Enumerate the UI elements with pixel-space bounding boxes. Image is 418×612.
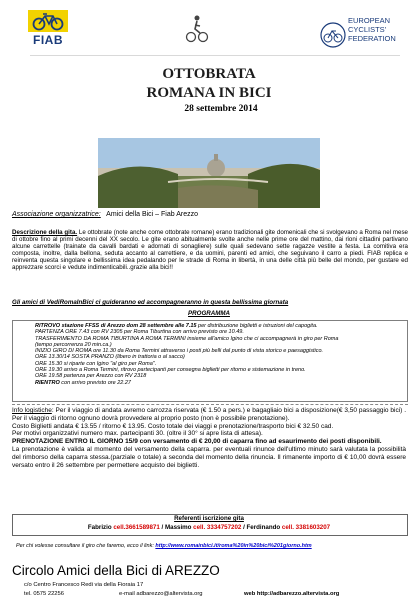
fiab-logo: [28, 10, 68, 46]
refund-line: La prenotazione è valida al momento del versamento della caparra. per eventuali rinunce dell'ultimo minuto sarà valutata la possibilità del rimborso della caparra stessa.(parziale o totale) a seconda del momento della rinuncia. Il rimanente importo di € 10,00 dovrà essere versato entro il 26 settembre per permettere acquisto dei biglietti.: [12, 445, 406, 469]
association: [12, 211, 198, 218]
section-divider: [12, 404, 408, 406]
programma-line: INIZIO GIRO DI ROMA ore 11.30 da Roma Termini attraverso i posti più belli dal punto di vista storico e paesaggistico.: [35, 348, 324, 355]
header-divider: [30, 55, 400, 56]
footer-web[interactable]: web http://adbarezzo.altervista.org: [244, 591, 340, 597]
event-date: 28 settembre 2014: [184, 104, 258, 114]
programma-line: ORE 19.30 arrivo a Roma Termini, ritrovo partecipanti per consegna biglietti per ritorno e sistemazione in treno.: [35, 367, 306, 374]
programma-line: ORE 13.30/14 SOSTA PRANZO (libero in trattoria o al sacco): [35, 354, 185, 361]
page-title-line1: OTTOBRATA: [162, 66, 256, 82]
programma-line: RITROVO stazione FFSS di Arezzo dom 28 settembre alle 7.15 per distribuzione biglietti e istruzioni del capogita.: [35, 323, 318, 329]
description-text: Le ottobrate (note anche come ottobrate romane) erano tradizionali gite domenicali che si svolgevano a Roma nel mese di ottobre fino al primi decenni del XX secolo. Le gite erano abitualmente svolte anche nelle prime ore del mattino, dai rioni cittadini partivano alcune carrettelle (trainate da cavalli bardati e adornati di sonagliere) sulle quali sedevano sette ragazze vestite a festa. La comitiva era composta, inoltre, dalla bellona, seduta accanto al carrettiere, e da uomini, parenti ed amici, che seguivano il carro a piedi. FIAB replica e reinventa questa singolare e bellissima idea pedalando per le strade di Roma in libertà, in una delle città più belle del mondo, per gustare ed apprezzare scorci e vedute indimenticabili..grazie alla bici!!: [12, 229, 408, 272]
max-participants-line: Per motivi organizzativi numero max. partecipanti 30. (oltre il 30° si apre lista di attesa).: [12, 430, 263, 438]
description: [12, 229, 408, 272]
info-logistics: Info logistiche: Per il viaggio di andata avremo carrozza riservata (€ 1.50 a pers.) e bagagliaio bici a disposizione(€ 3,50 passaggio bici) . Per il viaggio di ritorno ognuno dovrà provvedere al proprio posto (non è possibile prenotazione). Costo Biglietti andata € 13.55 / ritorno € 13.95. Costo totale dei viaggi e prenotazione/trasporto bici € 32.50 cad. Per motivi organizzativi numero max. partecipanti 30. (oltre il 30° si apre lista di attesa). PRENOTAZIONE ENTRO IL GIORNO 15/9 con versamento di € 20,00 di caparra fino ad esaurimento dei posti disponibili. La prenotazione è valida al momento del versamento della caparra. per eventuali rinunce dell'ultimo minuto sarà valutata la possibilità del rimborso della caparra stessa.(parziale o totale) a seconda del momento della rinuncia. Il rimanente importo di € 10,00 dovrà essere versato entro il 26 settembre per permettere acquisto dei biglietti.: [12, 407, 406, 469]
programma-line: PARTENZA ORE 7.43 con RV 2305 per Roma Tiburtina con arrivo previsto ore 10.49.: [35, 329, 244, 336]
footer-email[interactable]: e-mail adbarezzo@altervista.org: [119, 591, 203, 597]
fiab-bike-icon: [28, 10, 68, 32]
footer-phone: tel. 0575 22256: [24, 591, 64, 597]
phone-massimo[interactable]: cell. 3334757202: [193, 524, 242, 531]
description-label: Descrizione della gita.: [12, 229, 78, 236]
rome-photo: [98, 138, 320, 208]
logistics-label: Info logistiche: [12, 407, 52, 414]
phone-ferdinando[interactable]: cell. 3381603207: [281, 524, 331, 531]
prenotazione-line: PRENOTAZIONE ENTRO IL GIORNO 15/9 con versamento di € 20,00 di caparra fino ad esaurimento dei posti disponibili.: [12, 438, 382, 446]
programma-line: RIENTRO con arrivo previsto ore 22.27: [35, 379, 131, 386]
association-label: Associazione organizzatrice:: [12, 211, 101, 218]
fiab-logo-text: FIAB: [33, 33, 63, 47]
referents-line: Fabrizio cell.3661589871 / Massimo cell. 3334757202 / Ferdinando cell. 3381603207: [87, 524, 331, 531]
programma-line: ORE 19.58 partenza per Arezzo con RV 2318: [35, 373, 147, 380]
tour-link[interactable]: http://www.romainbici.it/roma%20in%20bici%201giorno.htm: [155, 543, 312, 549]
ecf-text: EUROPEAN CYCLISTS' FEDERATION: [348, 16, 396, 43]
footer-address: c/o Centro Francesco Redi via della Fioraia 17: [24, 582, 144, 588]
footer-title: Circolo Amici della Bici di AREZZO: [12, 563, 220, 578]
association-value: Amici della Bici – Fiab Arezzo: [106, 211, 198, 218]
ecf-emblem-icon: [318, 20, 348, 50]
programma-line: ORE 15.30 si riparte con Igino "al giro per Roma".: [35, 360, 157, 367]
page-title-line2: ROMANA IN BICI: [146, 85, 272, 101]
cost-line: Costo Biglietti andata € 13.55 / ritorno € 13.95. Costo totale dei viaggi e prenotazione/trasporto bici € 32.50 cad.: [12, 422, 334, 430]
programma-list: [35, 323, 405, 386]
phone-fabrizio[interactable]: cell.3661589871: [113, 524, 160, 531]
programma-line: (tempo percorrenza 20 min.ca.): [35, 341, 112, 348]
referents-title: Referenti iscrizione gita: [174, 515, 244, 522]
programma-title: PROGRAMMA: [188, 310, 230, 317]
cyclist-icon: [184, 14, 210, 44]
description-closing: Gli amici di VediRomaInBici ci guideranno ed accompagneranno in questa bellissima giornata: [12, 299, 289, 306]
programma-line: TRASFERIMENTO DA ROMA TIBURTINA A ROMA TERMINI insieme all'amico Igino che ci accompagnerà in giro per Roma: [35, 335, 339, 342]
ecf-logo: [318, 16, 410, 56]
web-note: Per chi volesse consultare il giro che faremo, ecco il link: http://www.romainbici.it/roma%20in%20bici%201giorno.htm: [16, 543, 312, 549]
